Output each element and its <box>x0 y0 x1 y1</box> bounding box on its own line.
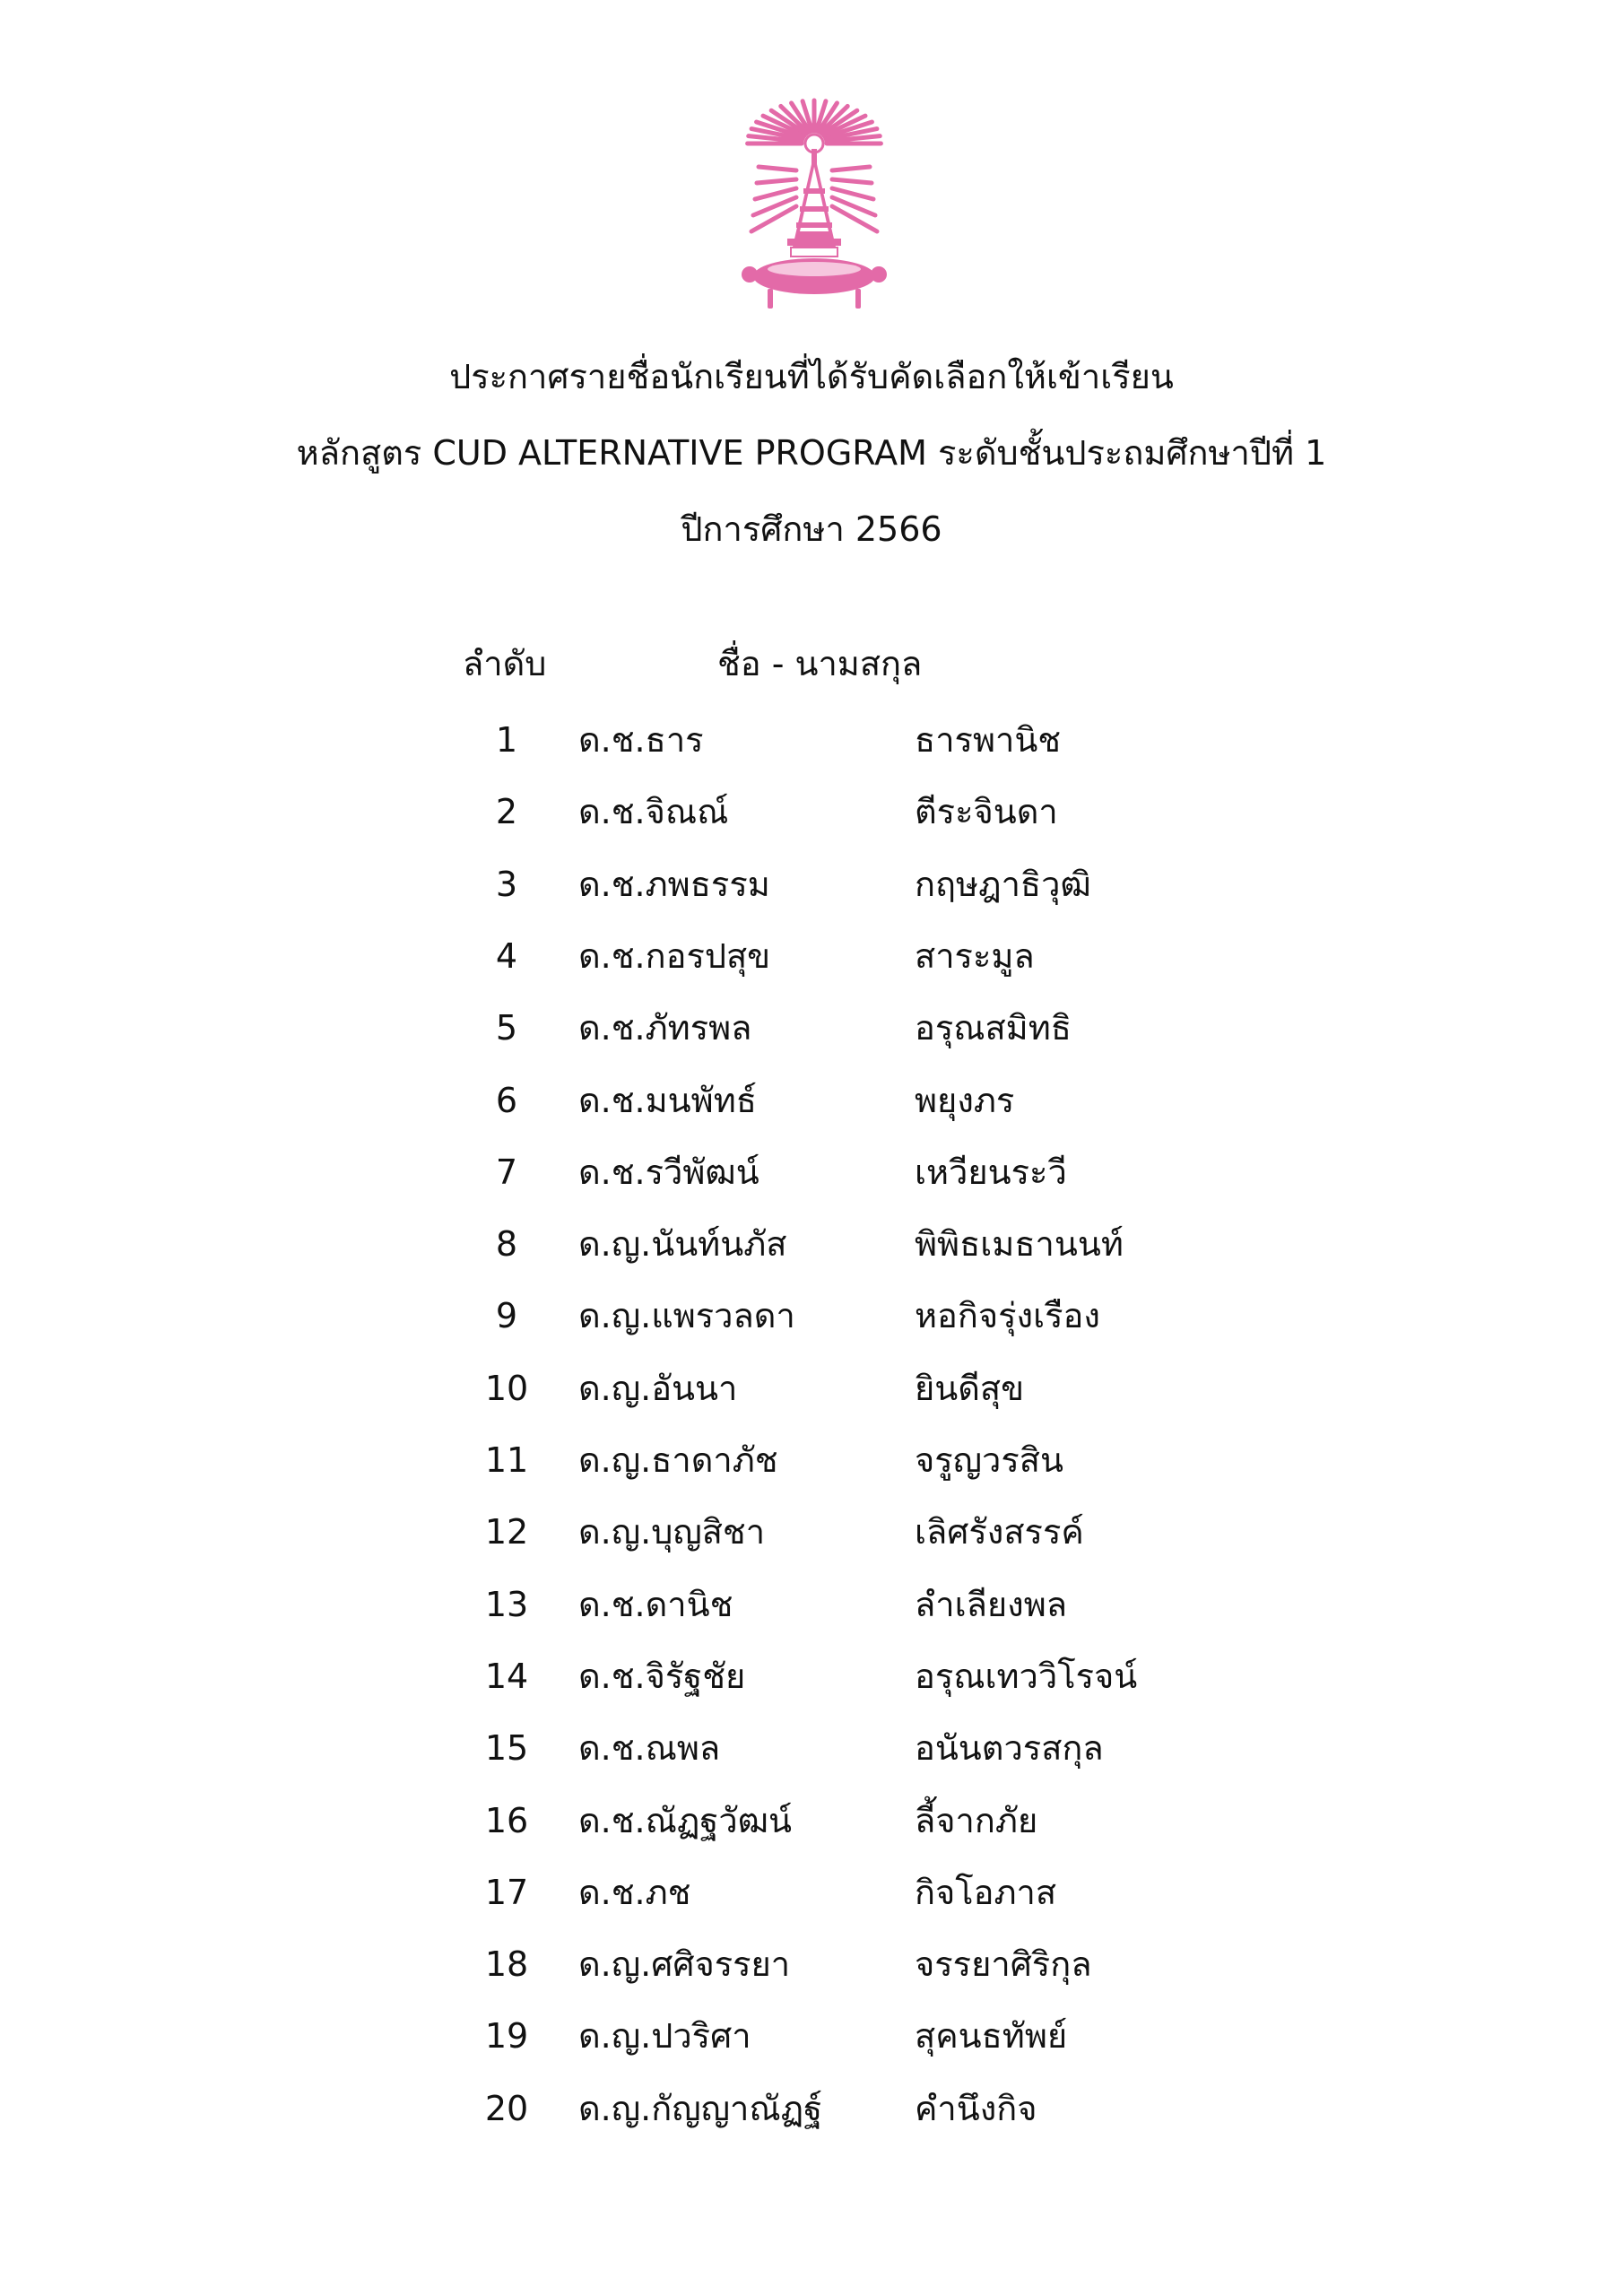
student-last-name: พิพิธเมธานนท์ <box>915 1224 1124 1265</box>
row-number: 10 <box>484 1368 529 1408</box>
student-last-name: กิจโอภาส <box>915 1872 1057 1912</box>
student-first-name: ด.ญ.แพรวลดา <box>578 1296 795 1336</box>
student-last-name: เหวียนระวี <box>915 1152 1067 1192</box>
table-row <box>0 1289 1623 1343</box>
table-row <box>0 1001 1623 1055</box>
student-last-name: พยุงภร <box>915 1080 1015 1120</box>
student-last-name: สุคนธทัพย์ <box>915 2016 1068 2057</box>
student-last-name: คำนึงกิจ <box>915 2088 1037 2128</box>
table-row <box>0 1433 1623 1487</box>
row-number: 16 <box>484 1800 529 1840</box>
table-row <box>0 1866 1623 1919</box>
table-row <box>0 1721 1623 1775</box>
row-number: 1 <box>495 720 518 760</box>
row-number: 2 <box>495 792 518 832</box>
student-first-name: ด.ช.ภัทรพล <box>578 1008 752 1048</box>
table-row <box>0 713 1623 767</box>
table-row <box>0 929 1623 983</box>
announcement-title: ประกาศรายชื่อนักเรียนที่ได้รับคัดเลือกให้เข้าเรียน <box>449 357 1174 396</box>
student-first-name: ด.ช.รวีพัฒน์ <box>578 1152 759 1192</box>
table-row <box>0 1505 1623 1559</box>
row-number: 12 <box>484 1512 529 1552</box>
table-row <box>0 1794 1623 1848</box>
row-number: 17 <box>484 1872 529 1912</box>
table-row <box>0 1361 1623 1415</box>
student-first-name: ด.ช.ภพธรรม <box>578 864 770 904</box>
table-row <box>0 1578 1623 1631</box>
table-row <box>0 785 1623 839</box>
student-last-name: กฤษฎาธิวุฒิ <box>915 864 1091 904</box>
student-last-name: จรูญวรสิน <box>915 1440 1063 1480</box>
row-number: 7 <box>495 1152 518 1192</box>
student-first-name: ด.ช.มนพัทธ์ <box>578 1080 757 1120</box>
student-first-name: ด.ช.ภช <box>578 1872 691 1912</box>
student-last-name: ยินดีสุข <box>915 1368 1025 1408</box>
student-first-name: ด.ญ.บุญสิชา <box>578 1512 766 1552</box>
student-first-name: ด.ช.ณพล <box>578 1728 721 1769</box>
table-row <box>0 857 1623 911</box>
table-row <box>0 1937 1623 1991</box>
row-number: 13 <box>484 1584 529 1624</box>
column-header-order: ลำดับ <box>463 644 547 683</box>
student-first-name: ด.ญ.ธาดาภัช <box>578 1440 778 1480</box>
student-first-name: ด.ช.จิรัฐชัย <box>578 1656 746 1696</box>
row-number: 11 <box>484 1440 529 1480</box>
table-row <box>0 1074 1623 1127</box>
row-number: 20 <box>484 2088 529 2128</box>
table-row <box>0 1217 1623 1271</box>
table-row <box>0 2082 1623 2135</box>
student-last-name: อนันตวรสกุล <box>915 1728 1104 1769</box>
row-number: 18 <box>484 1944 529 1985</box>
student-first-name: ด.ช.ดานิช <box>578 1584 733 1624</box>
row-number: 6 <box>495 1080 518 1120</box>
student-first-name: ด.ช.จิณณ์ <box>578 792 729 832</box>
table-row <box>0 2009 1623 2063</box>
student-first-name: ด.ช.กอรปสุข <box>578 935 771 976</box>
student-last-name: อรุณเทววิโรจน์ <box>915 1656 1138 1696</box>
table-row <box>0 1649 1623 1703</box>
student-first-name: ด.ญ.ศศิจรรยา <box>578 1944 791 1985</box>
row-number: 5 <box>495 1008 518 1048</box>
student-first-name: ด.ญ.อันนา <box>578 1368 738 1408</box>
row-number: 9 <box>495 1296 518 1336</box>
student-last-name: ธารพานิช <box>915 720 1062 760</box>
table-row <box>0 1145 1623 1199</box>
student-first-name: ด.ช.ธาร <box>578 720 704 760</box>
student-first-name: ด.ญ.กัญญาณัฏฐ์ <box>578 2088 823 2128</box>
student-last-name: อรุณสมิทธิ <box>915 1008 1072 1048</box>
row-number: 3 <box>495 864 518 904</box>
program-title: หลักสูตร CUD ALTERNATIVE PROGRAM ระดับชั้นประถมศึกษาปีที่ 1 <box>296 433 1327 473</box>
student-first-name: ด.ญ.ปวริศา <box>578 2016 751 2057</box>
row-number: 15 <box>484 1728 529 1769</box>
row-number: 19 <box>484 2016 529 2057</box>
chulalongkorn-emblem-icon <box>741 97 888 312</box>
student-last-name: ตีระจินดา <box>915 792 1058 832</box>
row-number: 14 <box>484 1656 529 1696</box>
student-last-name: จรรยาศิริกุล <box>915 1944 1092 1985</box>
student-last-name: ลำเลียงพล <box>915 1584 1068 1624</box>
academic-year: ปีการศึกษา 2566 <box>681 509 942 549</box>
student-last-name: หอกิจรุ่งเรือง <box>915 1296 1100 1336</box>
column-header-name: ชื่อ - นามสกุล <box>717 644 923 683</box>
student-last-name: เลิศรังสรรค์ <box>915 1512 1084 1552</box>
student-last-name: สาระมูล <box>915 935 1035 976</box>
row-number: 8 <box>495 1224 518 1265</box>
student-first-name: ด.ญ.นันท์นภัส <box>578 1224 787 1265</box>
row-number: 4 <box>495 935 518 976</box>
student-first-name: ด.ช.ณัฏฐวัฒน์ <box>578 1800 793 1840</box>
student-last-name: ลี้จากภัย <box>915 1800 1038 1840</box>
